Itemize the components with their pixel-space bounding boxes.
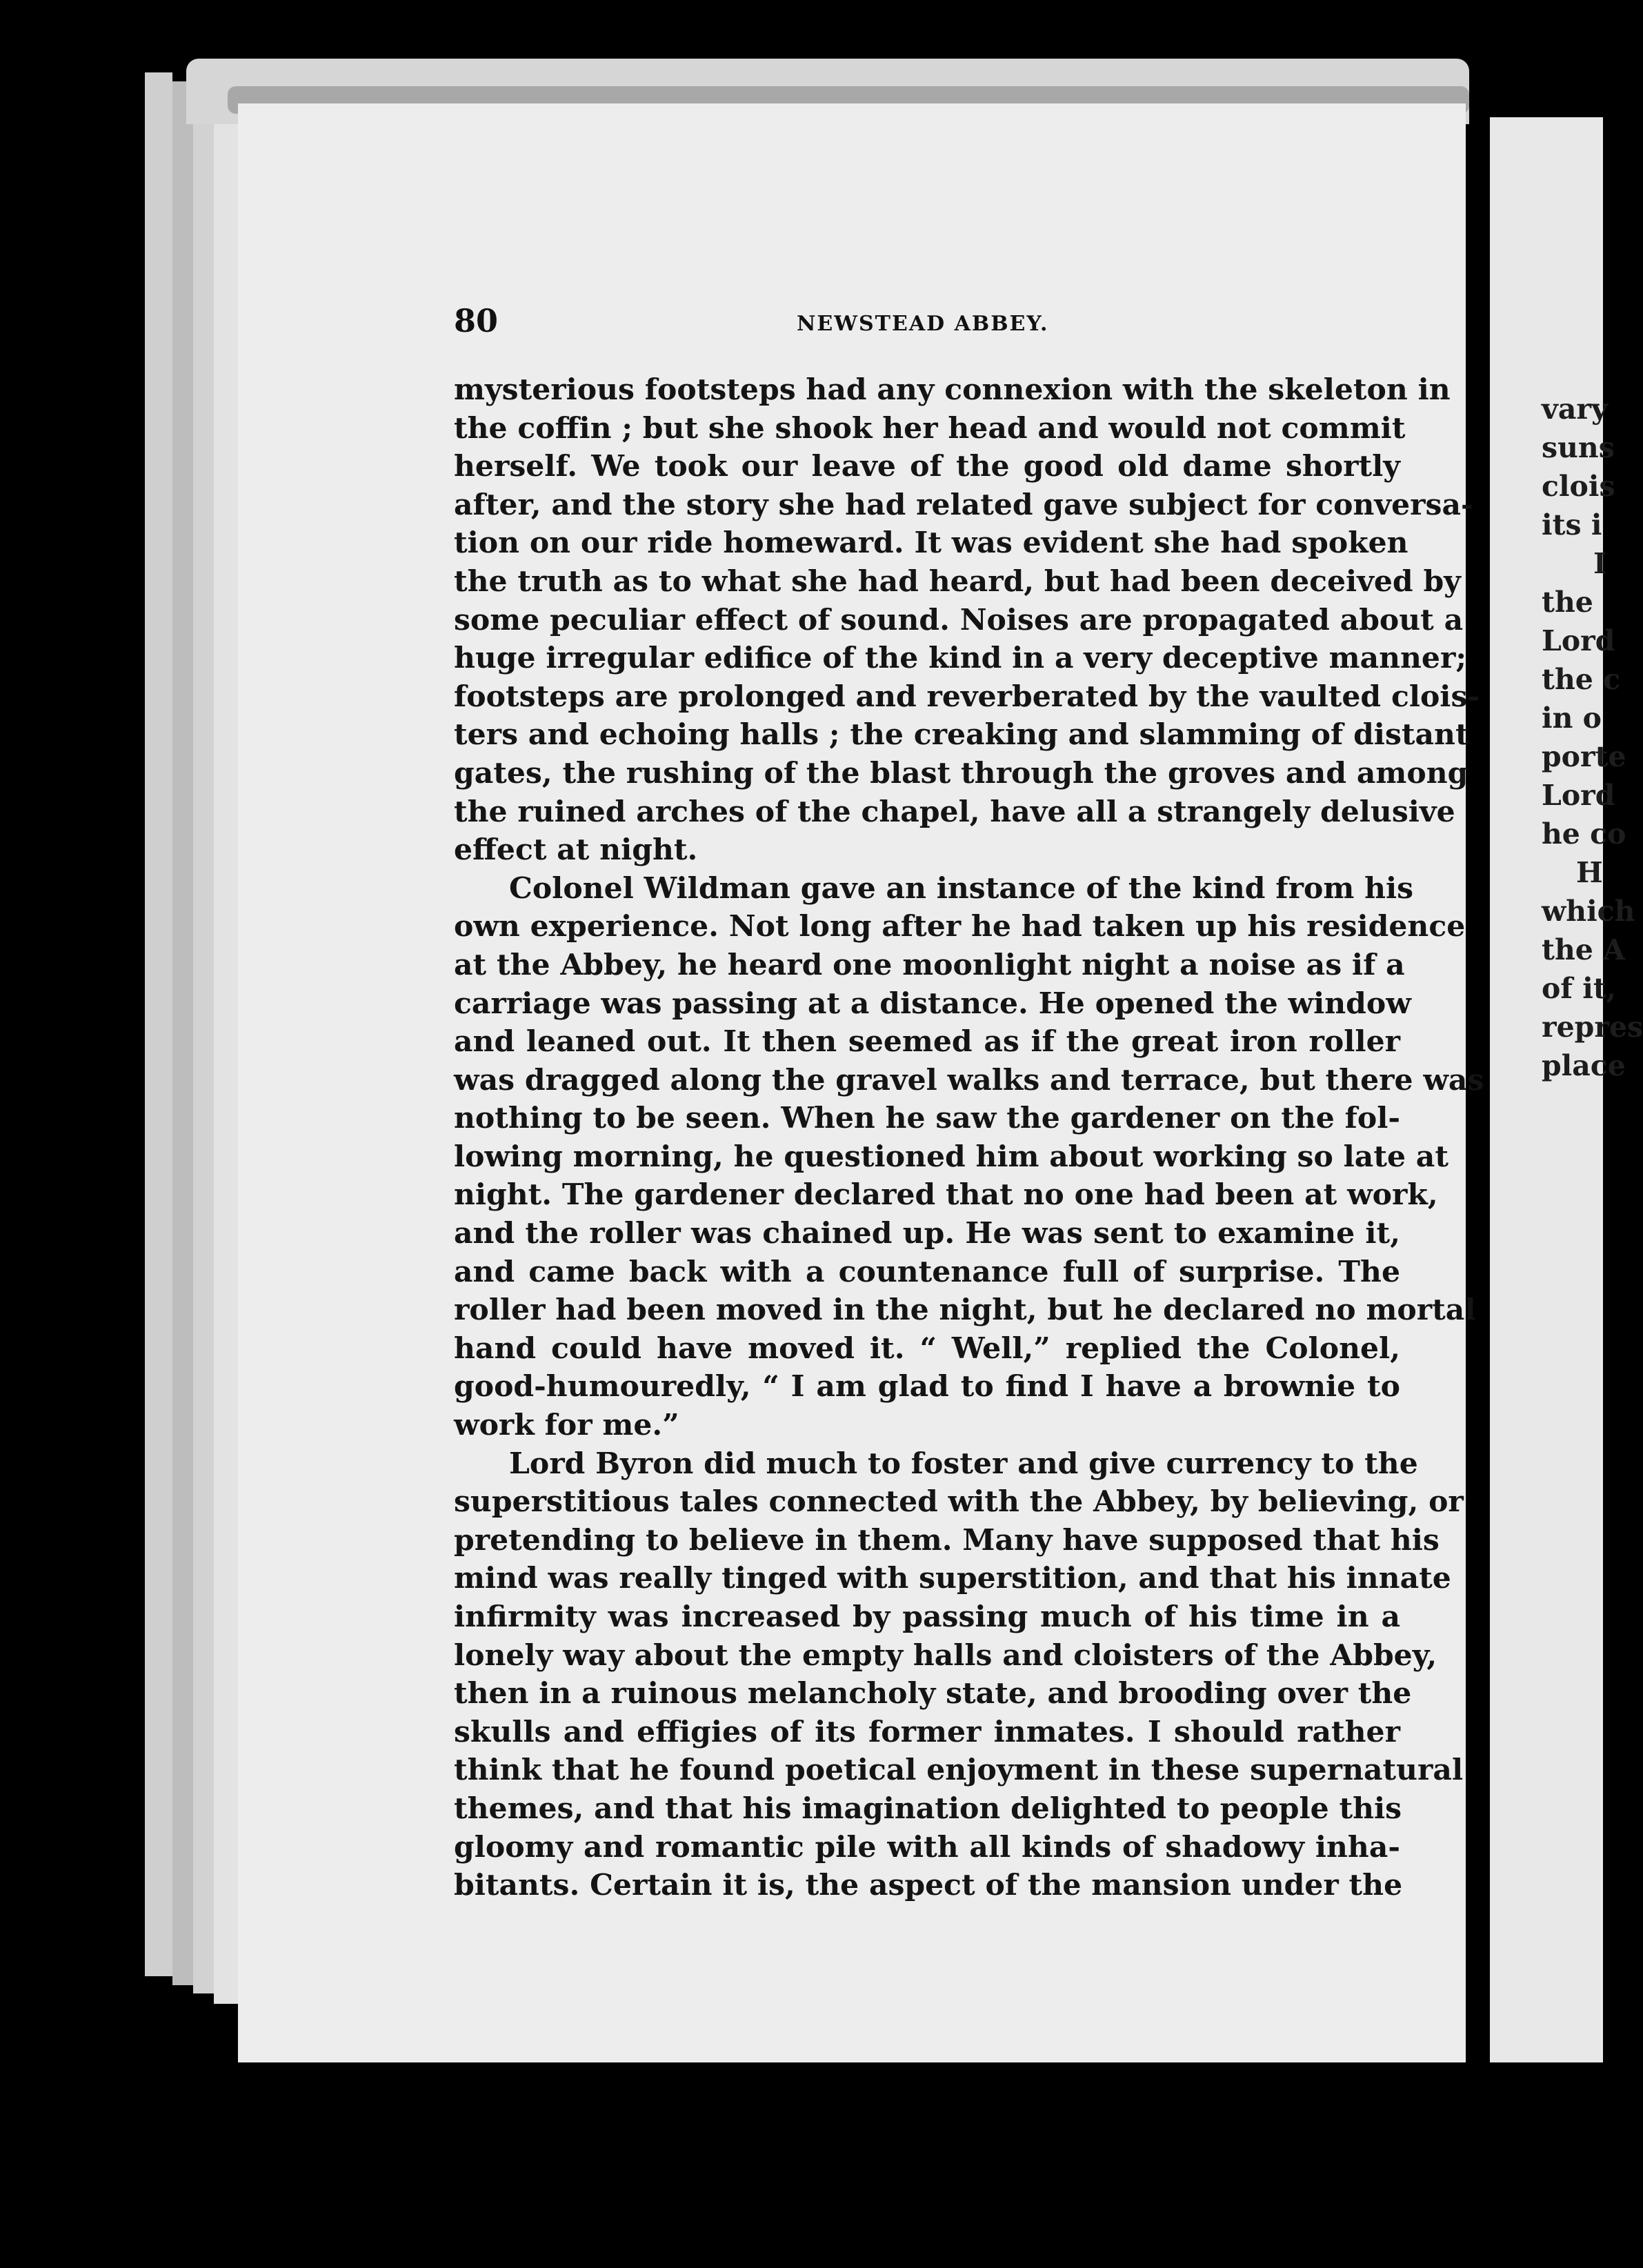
page-edge-stack [172, 81, 193, 1985]
facing-page-line: its i [1542, 508, 1602, 541]
text-line: tion on our ride homeward. It was evident she had spoken [454, 526, 1408, 561]
text-line: work for me.” [454, 1408, 679, 1443]
text-line: and came back with a countenance full of surprise. The [454, 1254, 1400, 1289]
text-line: the ruined arches of the chapel, have all a strangely delusive [454, 794, 1455, 829]
text-line: herself. We took our leave of the good old dame shortly [454, 449, 1400, 484]
facing-page-line: vary [1542, 392, 1608, 426]
text-line: mysterious footsteps had any connexion with the skeleton in [454, 372, 1451, 407]
text-line: superstitious tales connected with the Abbey, by believing, or [454, 1484, 1464, 1520]
text-line: after, and the story she had related gave subject for conversa- [454, 487, 1473, 522]
text-line: own experience. Not long after he had taken up his residence [454, 909, 1466, 944]
text-line: good-humouredly, “ I am glad to find I have a brownie to [454, 1369, 1400, 1404]
text-line: roller had been moved in the night, but he declared no mortal [454, 1293, 1476, 1328]
facing-page-line: suns [1542, 431, 1615, 464]
text-line: gloomy and romantic pile with all kinds of shadowy inha- [454, 1829, 1400, 1864]
facing-page-line: Lord [1542, 779, 1615, 812]
text-line: mind was really tinged with superstition, and that his innate [454, 1561, 1451, 1596]
text-line: themes, and that his imagination delighted to people this [454, 1791, 1402, 1826]
text-line: then in a ruinous melancholy state, and brooding over the [454, 1676, 1412, 1711]
facing-page-line: Lord [1542, 624, 1615, 657]
text-line: pretending to believe in them. Many have supposed that his [454, 1522, 1440, 1558]
text-line: at the Abbey, he heard one moonlight night a noise as if a [454, 947, 1405, 982]
text-line: and leaned out. It then seemed as if the great iron roller [454, 1024, 1400, 1060]
text-line: huge irregular edifice of the kind in a very deceptive manner; [454, 641, 1467, 676]
text-line: effect at night. [454, 833, 698, 868]
text-line: footsteps are prolonged and reverberated by the vaulted clois- [454, 679, 1480, 714]
text-line: Lord Byron did much to foster and give currency to the [509, 1446, 1418, 1481]
text-line: lowing morning, he questioned him about working so late at [454, 1139, 1448, 1174]
facing-page-line: of it, [1542, 972, 1617, 1005]
text-line: nothing to be seen. When he saw the gardener on the fol- [454, 1101, 1400, 1136]
text-line: Colonel Wildman gave an instance of the kind from his [509, 871, 1414, 906]
text-line: hand could have moved it. “ Well,” replied the Colonel, [454, 1331, 1400, 1366]
facing-page-line: porte [1542, 740, 1626, 773]
text-line: ters and echoing halls ; the creaking and slamming of distant [454, 717, 1469, 753]
page-number: 80 [454, 302, 499, 339]
facing-page-line: which [1542, 895, 1635, 928]
text-line: lonely way about the empty halls and cloisters of the Abbey, [454, 1638, 1437, 1673]
facing-page-line: repres [1542, 1011, 1643, 1044]
text-line: think that he found poetical enjoyment in these supernatural [454, 1753, 1464, 1788]
page-edge-stack [145, 72, 172, 1976]
text-line: the coffin ; but she shook her head and would not commit [454, 410, 1406, 446]
text-line: the truth as to what she had heard, but had been deceived by [454, 564, 1461, 599]
text-line: skulls and effigies of its former inmates. I should rather [454, 1714, 1400, 1749]
running-title: NEWSTEAD ABBEY. [797, 312, 1049, 336]
facing-page-line: the c [1542, 663, 1621, 696]
text-line: infirmity was increased by passing much of his time in a [454, 1600, 1400, 1634]
facing-page-line: the A [1542, 933, 1625, 966]
text-line: night. The gardener declared that no one had been at work, [454, 1177, 1438, 1213]
text-line: was dragged along the gravel walks and terrace, but there was [454, 1062, 1484, 1097]
facing-page-line: in o [1542, 702, 1602, 735]
facing-page [1490, 117, 1643, 2062]
text-line: carriage was passing at a distance. He opened the window [454, 986, 1411, 1021]
body-text [454, 371, 1484, 1905]
facing-page-line: the [1542, 586, 1593, 619]
text-line: some peculiar effect of sound. Noises are propagated about a [454, 602, 1464, 637]
facing-page-line: clois [1542, 470, 1615, 503]
text-line: and the roller was chained up. He was sent to examine it, [454, 1216, 1400, 1251]
text-line: bitants. Certain it is, the aspect of the mansion under the [454, 1868, 1403, 1903]
facing-page-line: he co [1542, 817, 1626, 850]
facing-page-line: place [1542, 1049, 1626, 1082]
text-line: gates, the rushing of the blast through the groves and among [454, 755, 1468, 790]
page-edge-stack [193, 90, 214, 1993]
facing-page-line: I [1593, 547, 1607, 580]
facing-page-line: H [1576, 856, 1603, 889]
